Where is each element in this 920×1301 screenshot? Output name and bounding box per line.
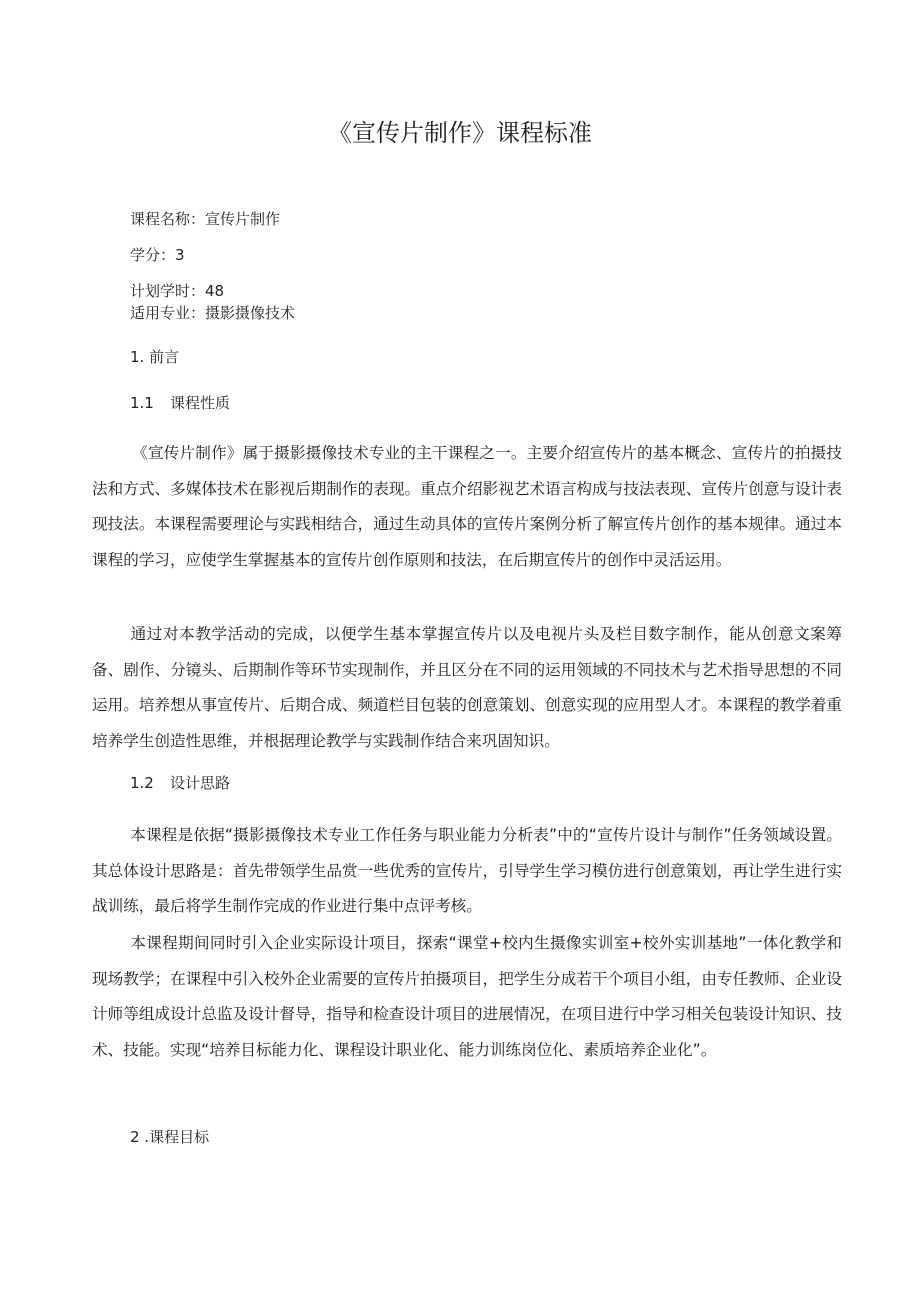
hours-line: 计划学时：48 — [130, 282, 225, 300]
paragraph-text: 《宣传片制作》属于摄影摄像技术专业的主干课程之一。主要介绍宣传片的基本概念、宣传片的拍摄技法和方式、多媒体技术在影视后期制作的表现。重点介绍影视艺术语言构成与技法表现、宣传片创意与设计表现技法。本课程需要理论与实践相结合，通过生动具体的宣传片案例分析了解宣传片创作的基本规律。通过本课程的学习，应使学生掌握基本的宣传片创作原则和技法，在后期宣传片的创作中灵活运用。 — [92, 444, 842, 570]
credits-line: 学分：3 — [130, 246, 185, 264]
section-number: 1.1 — [130, 394, 154, 412]
paragraph-course-nature-2 — [92, 617, 842, 760]
page-title: 《宣传片制作》课程标准 — [328, 119, 592, 147]
paragraph-course-nature-1 — [92, 436, 842, 579]
section-title: 课程性质 — [170, 394, 231, 412]
paragraph-text: 通过对本教学活动的完成，以便学生基本掌握宣传片以及电视片头及栏目数字制作，能从创意文案筹备、剧作、分镜头、后期制作等环节实现制作，并且区分在不同的运用领域的不同技术与艺术指导思想的不同运用。培养想从事宣传片、后期合成、频道栏目包装的创意策划、创意实现的应用型人才。本课程的教学着重培养学生创造性思维，并根据理论教学与实践制作结合来巩固知识。 — [92, 625, 842, 751]
section-number: 1.2 — [130, 774, 154, 792]
paragraph-design-idea-1 — [92, 818, 842, 925]
section-1-1-heading — [130, 392, 230, 414]
section-title: 设计思路 — [170, 774, 231, 792]
paragraph-design-idea-2 — [92, 926, 842, 1069]
section-1-2-heading — [130, 772, 230, 794]
course-name-line: 课程名称：宣传片制作 — [130, 210, 281, 228]
paragraph-text: 本课程是依据“摄影摄像技术专业工作任务与职业能力分析表”中的“宣传片设计与制作”任务领域设置。其总体设计思路是：首先带领学生品赏一些优秀的宣传片，引导学生学习模仿进行创意策划，再让学生进行实战训练，最后将学生制作完成的作业进行集中点评考核。 — [92, 826, 842, 916]
major-line: 适用专业：摄影摄像技术 — [130, 304, 296, 322]
section-preface-heading: 1. 前言 — [130, 348, 180, 366]
paragraph-text: 本课程期间同时引入企业实际设计项目，探索“课堂+校内生摄像实训室+校外实训基地”一体化教学和现场教学；在课程中引入校外企业需要的宣传片拍摄项目，把学生分成若干个项目小组，由专任教师、企业设计师等组成设计总监及设计督导，指导和检查设计项目的进展情况，在项目进行中学习相关包装设计知识、技术、技能。实现“培养目标能力化、课程设计职业化、能力训练岗位化、素质培养企业化”。 — [92, 934, 842, 1060]
section-2-heading: 2 .课程目标 — [130, 1128, 210, 1146]
